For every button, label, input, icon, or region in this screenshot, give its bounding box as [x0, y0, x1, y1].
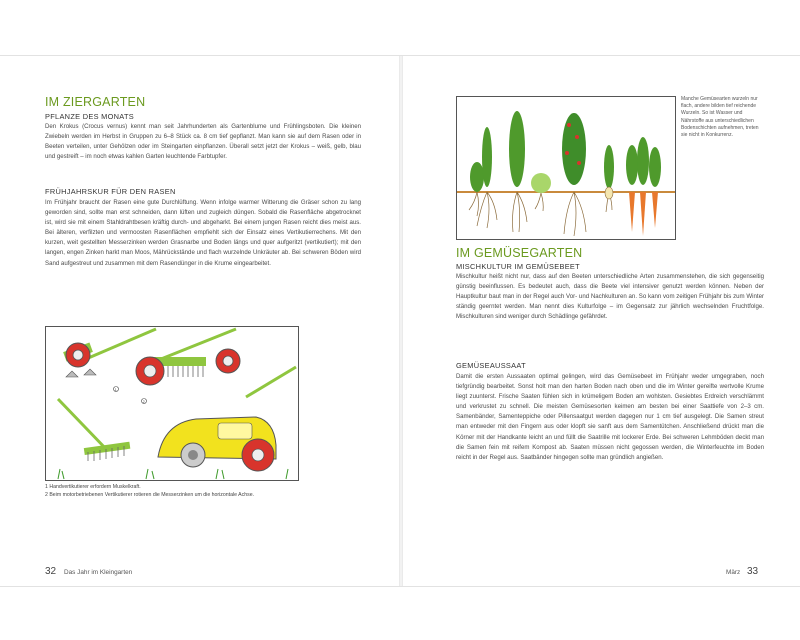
subheading-pflanze-des-monats: PFLANZE DES MONATS [45, 112, 135, 121]
subheading-fruehjahrskur: FRÜHJAHRSKUR FÜR DEN RASEN [45, 187, 176, 196]
vertikutierer-drawing [46, 327, 298, 480]
caption-2: 2 Beim motorbetriebenen Vertikutierer rotieren die Messerzinken um die horizontale Achse. [45, 492, 255, 498]
paragraph-rasen: Im Frühjahr braucht der Rasen eine gute Durchlüftung. Wenn infolge warmer Witterung die Gräser schon zu lang geworden sind, sollte man erst schneiden, dann lüften und zugleich düngen. Sobald die Rasenfläche abgetrocknet ist, wird sie mit einem Stahldrahtbesen kräftig durch- und abgeharkt. Bei einem jungen Rasen reicht dies meist aus. Bei älteren, verfilzten und vermoosten Rasenflächen empfiehlt sich der Einsatz eines Vertikutierrechens. Mit den kurzen, weit gestellten Messerzinken werden Grasnarbe und Boden längs und quer aufgeritzt (vertikutiert); mit den langen, engen Zinken harkt man Moos, Mährückstände und flach wurzelnde Unkräuter ab. Bei schweren Böden wird Sand aufgestreut und zusammen mit dem Rasendünger in die Krume eingearbeitet. [45, 199, 361, 267]
page-number-right: 33 [747, 566, 759, 577]
paragraph-mischkultur: Mischkultur heißt nicht nur, dass auf den Beeten unterschiedliche Arten zusammenstehen, die sich gegenseitig günstig beeinflussen. Es bedeutet auch, dass die Beete viel intensiver genutzt werden können. Neben der Hauptkultur baut man in der Regel auch Vor- und Nachkulturen an. So kann vom zeitigen Frühjahr bis zum Winter ständig geerntet werden. Man nennt dies Kulturfolge – im Gegensatz zur jährlich wechselnden Fruchtfolge. Mischkulturen sind weniger durch Schädlinge gefährdet. [456, 273, 764, 321]
subheading-gemueseaussaat: GEMÜSEAUSSAAT [456, 361, 526, 370]
page-number-left: 32 [45, 566, 57, 577]
running-footer-right: März [726, 569, 741, 576]
section-title-ziergarten: IM ZIERGARTEN [45, 95, 146, 109]
illustration-label-2: 2 [142, 400, 145, 404]
left-page [0, 56, 399, 586]
right-page [403, 56, 800, 586]
illustration-label-1: 1 [114, 388, 117, 392]
side-note-wurzeln: Manche Gemüsearten wurzeln nur flach, andere bilden tief reichende Wurzeln. So ist Wasser und Nährstoffe aus unterschiedlichen Bodenschichten aufnehmen, treten sie nicht in Konkurrenz. [681, 96, 759, 139]
subheading-mischkultur: MISCHKULTUR IM GEMÜSEBEET [456, 262, 580, 271]
running-footer-left: Das Jahr im Kleingarten [64, 569, 133, 576]
paragraph-krokus: Den Krokus (Crocus vernus) kennt man seit Jahrhunderten als Gartenblume und Frühlingsboten. Die kleinen Zwiebeln werden im Herbst in Gruppen zu 6–8 Stück ca. 8 cm tief gepflanzt. Man kann sie auf dem Rasen oder in Beeten verteilen, unter Gehölzen oder im Steingarten einpflanzen. Überall setzt jetzt der Krokus – weiß, gelb, blau und gestreift – im noch etwas kahlen Garten leuchtende Farbtupfer. [45, 123, 361, 161]
section-title-gemuesegarten: IM GEMÜSEGARTEN [456, 246, 583, 260]
root-depth-drawing [457, 97, 675, 239]
gemuese-wurzeln-illustration [456, 96, 676, 240]
vertikutierer-illustration [45, 326, 299, 481]
caption-1: 1 Handvertikutierer erfordern Muskelkraft. [45, 484, 141, 490]
paragraph-aussaat: Damit die ersten Aussaaten optimal gelingen, wird das Gemüsebeet im Frühjahr weder umgegraben, noch tiefgründig bearbeitet. Sonst holt man den harten Boden nach oben und die im Winter gereifte wertvolle Krume liegt zuunterst. Frische Saaten fühlen sich in krümeligem Boden am wohlsten. Gesiebtes Erdreich verschlämmt und verkrustet zu schnell. Die meisten Gemüsesorten keimen am besten bei einer Saattiefe von 2–3 cm. Samenbänder, Samenteppiche oder Pillensaatgut werden dagegen nur 1 cm tief ausgelegt. Die Samen streut man entweder mit den Fingern aus oder klopft sie sanft aus dem Samentütchen. Anschließend drückt man die Körner mit der Handkante leicht an und füllt die Saatrille mit lockerer Erde. Bei schweren Lehmböden deckt man die Samen fein mit reifem Kompost ab. Saaten müssen nicht gegossen werden, die Winterfeuchte im Boden reicht in der Regel aus. Saatbänder hingegen sollte man gründlich angießen. [456, 373, 764, 461]
book-spread [0, 55, 800, 587]
